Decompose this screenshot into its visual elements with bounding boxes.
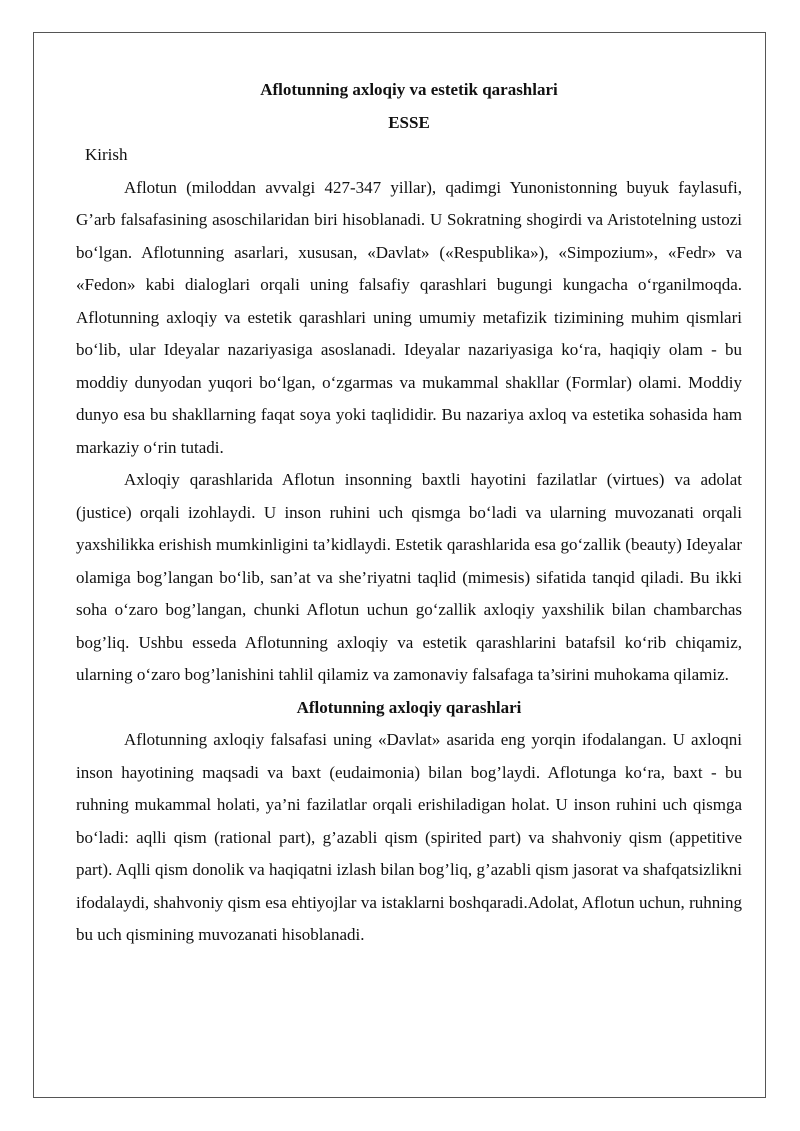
section-paragraph-1: Aflotunning axloqiy falsafasi uning «Davlat» asarida eng yorqin ifodalangan. U axloqni inson hayotining maqsadi va baxt (eudaimonia) bilan bog’laydi. Aflotunga ko‘ra, baxt - bu ruhning mukammal holati, ya’ni fazilatlar orqali erishiladigan holat. U inson ruhini uch qismga bo‘ladi: aqlli qism (rational part), g’azabli qism (spirited part) va shahvoniy qism (appetitive part). Aqlli qism donolik va haqiqatni izlash bilan bog’liq, g’azabli qism jasorat va shafqatsizlikni ifodalaydi, shahvoniy qism esa ehtiyojlar va istaklarni boshqaradi.Adolat, Aflotun uchun, ruhning bu uch qismining muvozanati hisoblanadi. [76,730,742,944]
section-heading: Aflotunning axloqiy qarashlari [296,697,522,717]
document-subtitle: ESSE [388,112,430,132]
document-title: Aflotunning axloqiy va estetik qarashlari [260,80,558,99]
intro-heading: Kirish [85,145,128,164]
document-body [76,74,742,952]
intro-paragraph-1: Aflotun (miloddan avvalgi 427-347 yillar), qadimgi Yunonistonning buyuk faylasufi, G’arb falsafasining asoschilaridan biri hisoblanadi. U Sokratning shogirdi va Aristotelning ustozi bo‘lgan. Aflotunning asarlari, xususan, «Davlat» («Respublika»), «Simpozium», «Fedr» va «Fedon» kabi dialoglari orqali uning falsafiy qarashlari bugungi kungacha o‘rganilmoqda. Aflotunning axloqiy va estetik qarashlari uning umumiy metafizik tizimining muhim qismlari bo‘lib, ular Ideyalar nazariyasiga asoslanadi. Ideyalar nazariyasiga ko‘ra, haqiqiy olam - bu moddiy dunyodan yuqori bo‘lgan, o‘zgarmas va mukammal shakllar (Formlar) olami. Moddiy dunyo esa bu shakllarning faqat soya yoki taqlididir. Bu nazariya axloq va estetika sohasida ham markaziy o‘rin tutadi. [76,177,742,457]
intro-paragraph-2: Axloqiy qarashlarida Aflotun insonning baxtli hayotini fazilatlar (virtues) va adolat (justice) orqali izohlaydi. U inson ruhini uch qismga bo‘ladi va ularning muvozanati orqali yaxshilikka erishish mumkinligini ta’kidlaydi. Estetik qarashlarida esa go‘zallik (beauty) Ideyalar olamiga bog’langan bo‘lib, san’at va she’riyatni taqlid (mimesis) sifatida tanqid qiladi. Bu ikki soha o‘zaro bog’langan, chunki Aflotun uchun go‘zallik axloqiy yaxshilik bilan chambarchas bog’liq. Ushbu esseda Aflotunning axloqiy va estetik qarashlarini batafsil ko‘rib chiqamiz, ularning o‘zaro bog’lanishini tahlil qilamiz va zamonaviy falsafaga ta’sirini muhokama qilamiz. [76,470,742,684]
